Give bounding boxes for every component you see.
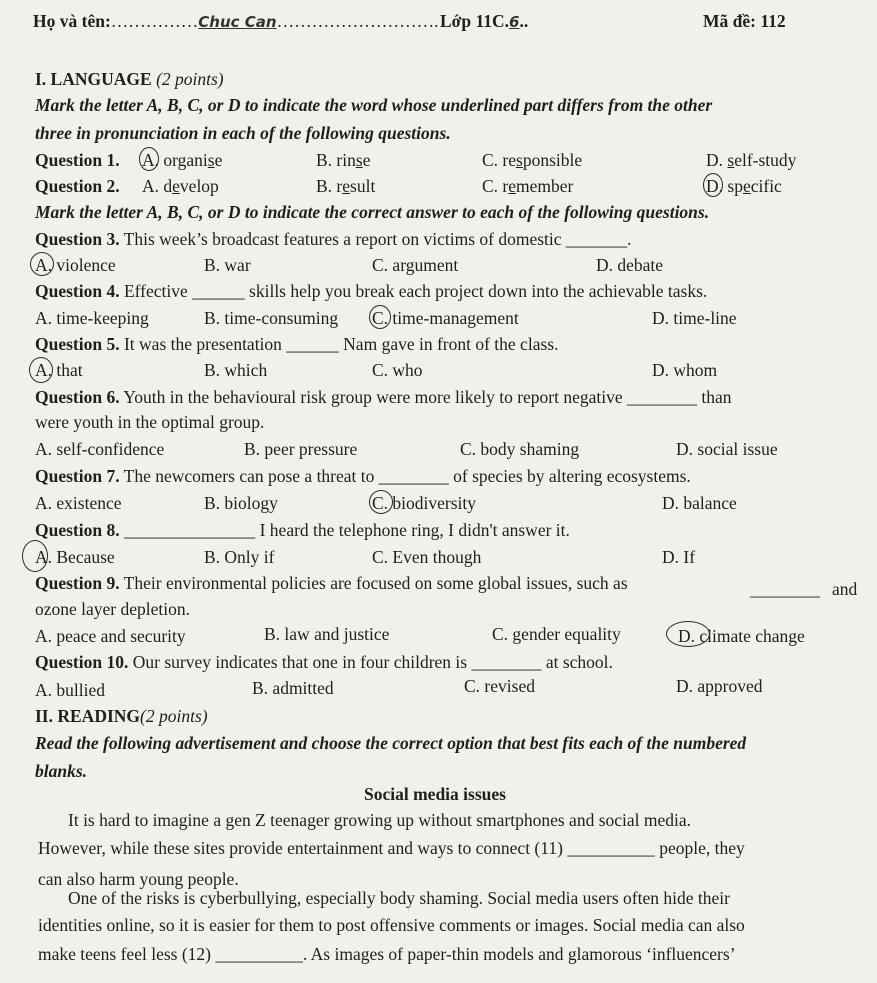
q4-option-b[interactable]: B. time-consuming	[204, 308, 339, 328]
q1-c-rest: ponsible	[522, 150, 583, 170]
question-2-label: Question 2.	[35, 176, 120, 196]
section-1-points: (2 points)	[156, 69, 224, 89]
question-9-stem-2: ozone layer depletion.	[35, 599, 191, 619]
q5-option-a[interactable]: A. that	[35, 360, 83, 380]
q2-option-c[interactable]	[482, 175, 573, 197]
q6-option-c[interactable]: C. body shaming	[460, 439, 580, 459]
q8-option-b[interactable]: B. Only if	[204, 547, 275, 567]
q2-a-text: A. d	[142, 176, 173, 196]
q1-b-rest: e	[362, 150, 371, 170]
section-1-heading	[35, 68, 224, 90]
question-3-text: This week’s broadcast features a report on victims of domestic _______.	[123, 229, 632, 249]
passage-p2-line-1: One of the risks is cyberbullying, especially body shaming. Social media users often hide their	[68, 888, 730, 908]
question-4-stem	[35, 280, 707, 302]
q1-c-underline: s	[516, 150, 523, 170]
question-4-label: Question 4.	[35, 281, 120, 301]
q9-option-b[interactable]: B. law and justice	[264, 624, 390, 644]
q2-b-rest: sult	[350, 176, 376, 196]
q4-option-d[interactable]: D. time-line	[652, 308, 737, 328]
question-8-stem	[35, 519, 570, 541]
name-label: Họ và tên:	[33, 11, 111, 31]
passage-p1-line-2: However, while these sites provide entertainment and ways to connect (11) __________ people, they	[38, 838, 745, 858]
passage-p1-line-1: It is hard to imagine a gen Z teenager growing up without smartphones and social media.	[68, 810, 692, 830]
question-6-text-1: Youth in the behavioural risk group were more likely to report negative ________ than	[123, 387, 732, 407]
question-8-text: I heard the telephone ring, I didn't answer it.	[259, 520, 570, 540]
question-9-stem-1	[35, 572, 628, 594]
q2-d-underline: e	[742, 176, 751, 196]
exam-code: Mã đề: 112	[703, 11, 786, 31]
class-dots: ..	[519, 11, 529, 31]
section-2-heading	[35, 705, 208, 727]
question-5-label: Question 5.	[35, 334, 120, 354]
q2-option-b[interactable]	[316, 175, 375, 197]
section-2-title: II. READING	[35, 706, 141, 726]
question-7-text: The newcomers can pose a threat to ________ of species by altering ecosystems.	[123, 466, 691, 486]
question-5-text: It was the presentation ______ Nam gave in front of the class.	[123, 334, 559, 354]
question-9-and: and	[832, 579, 858, 599]
q2-b-text: B. r	[316, 176, 343, 196]
question-8-label: Question 8.	[35, 520, 120, 540]
q7-option-b[interactable]: B. biology	[204, 493, 278, 513]
q1-option-c[interactable]	[482, 149, 582, 171]
q7-option-a[interactable]: A. existence	[35, 493, 122, 513]
question-10-stem	[35, 651, 613, 673]
question-4-text: Effective ______ skills help you break each project down into the achievable tasks.	[123, 281, 708, 301]
reading-instruction-2: blanks.	[35, 761, 88, 781]
q1-option-b[interactable]	[316, 149, 370, 171]
section-1-title: I. LANGUAGE	[35, 69, 152, 89]
pronunciation-instruction-2: three in pronunciation in each of the following questions.	[35, 123, 451, 143]
answer-instruction: Mark the letter A, B, C, or D to indicate the correct answer to each of the following questions.	[35, 202, 710, 222]
name-dots-right: ……………………….	[276, 11, 439, 31]
question-10-label: Question 10.	[35, 652, 129, 672]
question-8-blank: _______________	[123, 520, 256, 540]
class-value: 6	[509, 13, 520, 31]
question-7-stem	[35, 465, 691, 487]
question-1-label: Question 1.	[35, 150, 120, 170]
reading-instruction-1: Read the following advertisement and choose the correct option that best fits each of the numbered	[35, 733, 747, 753]
question-10-text: Our survey indicates that one in four children is ________ at school.	[132, 652, 613, 672]
q3-option-c[interactable]: C. argument	[372, 255, 459, 275]
q2-c-rest: member	[516, 176, 574, 196]
passage-p2-line-2: identities online, so it is easier for them to post offensive comments or images. Social media can also	[38, 915, 745, 935]
q2-b-underline: e	[342, 176, 351, 196]
q2-a-underline: e	[172, 176, 180, 196]
q1-option-d[interactable]	[706, 149, 796, 171]
passage-p2-line-3: make teens feel less (12) __________. As images of paper-thin models and glamorous ‘influencers’	[38, 944, 736, 964]
name-line	[33, 10, 438, 33]
section-2-points: (2 points)	[140, 706, 208, 726]
q1-a-underline: s	[207, 150, 215, 170]
q5-option-b[interactable]: B. which	[204, 360, 268, 380]
q1-a-rest: e	[214, 150, 223, 170]
q4-option-c[interactable]: C. time-management	[372, 308, 519, 328]
q1-option-a[interactable]	[142, 149, 222, 171]
question-9-blank: ________	[750, 579, 820, 599]
q3-option-d[interactable]: D. debate	[596, 255, 664, 275]
question-9-text-1: Their environmental policies are focused on some global issues, such as	[123, 573, 628, 593]
q10-option-c[interactable]: C. revised	[464, 676, 535, 696]
q1-a-text: A. organi	[142, 150, 208, 170]
q1-d-underline: s	[727, 150, 735, 170]
q1-d-rest: elf-study	[734, 150, 797, 170]
q9-option-d[interactable]: D. climate change	[678, 626, 805, 646]
question-3-label: Question 3.	[35, 229, 120, 249]
q8-option-d[interactable]: D. If	[662, 547, 696, 567]
q6-option-d[interactable]: D. social issue	[676, 439, 778, 459]
q10-option-a[interactable]: A. bullied	[35, 680, 105, 700]
question-6-label: Question 6.	[35, 387, 120, 407]
q3-option-a[interactable]: A. violence	[35, 255, 116, 275]
q2-c-text: C. r	[482, 176, 509, 196]
q9-option-a[interactable]: A. peace and security	[35, 626, 186, 646]
q4-option-a[interactable]: A. time-keeping	[35, 308, 149, 328]
student-name: Chuc Can	[198, 13, 277, 31]
q8-option-a[interactable]: A. Because	[35, 547, 115, 567]
q9-option-c[interactable]: C. gender equality	[492, 624, 621, 644]
q2-a-rest: velop	[179, 176, 219, 196]
q10-option-d[interactable]: D. approved	[676, 676, 763, 696]
class-line	[440, 10, 528, 33]
q7-option-c[interactable]: C. biodiversity	[372, 493, 477, 513]
q7-option-d[interactable]: D. balance	[662, 493, 737, 513]
question-5-stem	[35, 333, 558, 355]
question-6-stem-1	[35, 386, 732, 408]
question-3-stem	[35, 228, 632, 250]
q1-d-text: D.	[706, 150, 728, 170]
q3-option-b[interactable]: B. war	[204, 255, 251, 275]
q2-d-text: D. sp	[706, 176, 743, 196]
q6-option-a[interactable]: A. self-confidence	[35, 439, 165, 459]
q5-option-c[interactable]: C. who	[372, 360, 423, 380]
q6-option-b[interactable]: B. peer pressure	[244, 439, 358, 459]
q1-b-underline: s	[355, 150, 363, 170]
q1-c-text: C. re	[482, 150, 517, 170]
q2-d-rest: cific	[750, 176, 782, 196]
question-6-stem-2: were youth in the optimal group.	[35, 412, 265, 432]
passage-p1-line-3: can also harm young people.	[38, 869, 239, 889]
name-dots: ……………	[110, 11, 199, 31]
class-label: Lớp 11C.	[440, 11, 510, 31]
q2-option-d[interactable]	[706, 175, 782, 197]
q10-option-b[interactable]: B. admitted	[252, 678, 334, 698]
question-9-label: Question 9.	[35, 573, 120, 593]
q8-option-c[interactable]: C. Even though	[372, 547, 482, 567]
q5-option-d[interactable]: D. whom	[652, 360, 718, 380]
passage-title: Social media issues	[364, 784, 506, 804]
q1-b-text: B. rin	[316, 150, 356, 170]
question-7-label: Question 7.	[35, 466, 120, 486]
q2-c-underline: e	[508, 176, 517, 196]
q2-option-a[interactable]	[142, 175, 219, 197]
pronunciation-instruction-1: Mark the letter A, B, C, or D to indicate the word whose underlined part differs from the other	[35, 95, 713, 115]
